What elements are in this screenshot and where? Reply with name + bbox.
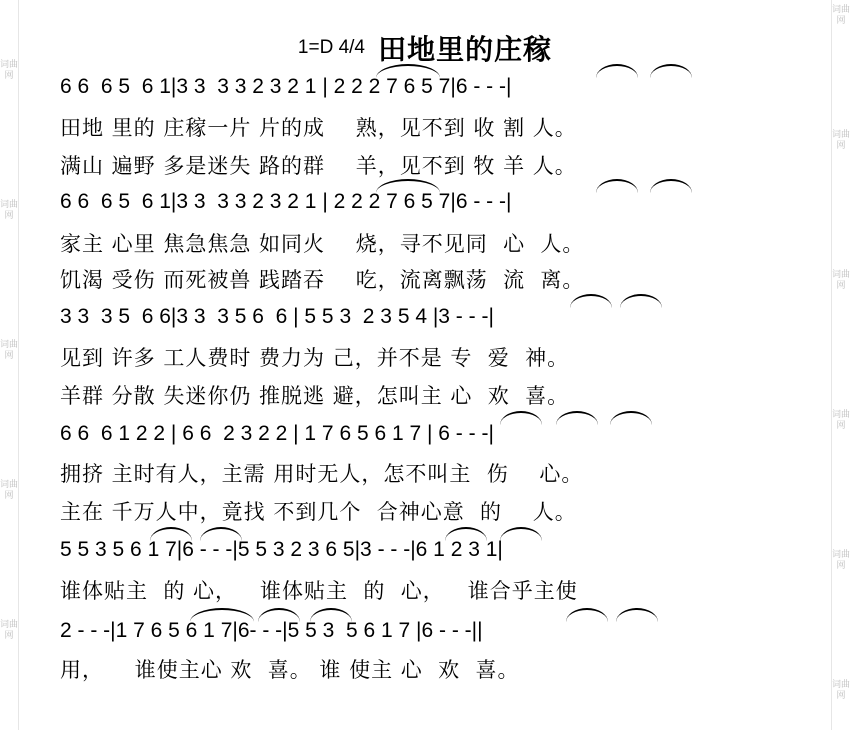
- slur-mark: [445, 527, 487, 541]
- slur-mark: [150, 527, 192, 541]
- song-title: 田地里的庄稼: [378, 33, 553, 66]
- slur-mark: [610, 411, 652, 425]
- notation-line: 6 6 6 1 2 2 | 6 6 2 3 2 2 | 1 7 6 5 6 1 7 | 6 - - -|: [60, 422, 494, 445]
- lyric-line: 见到 许多 工人费时 费力为 己，并不是 专 爱 神。: [60, 346, 570, 370]
- watermark-left-5: 词曲网: [0, 620, 19, 641]
- lyric-line: 田地 里的 庄稼一片 片的成 熟，见不到 收 割 人。: [60, 116, 577, 140]
- slur-mark: [566, 608, 608, 622]
- watermark-left-2: 词曲网: [0, 200, 19, 221]
- lyric-line: 主在 千万人中，竟找 不到几个 合神心意 的 人。: [60, 500, 577, 524]
- notation-line: 2 - - -|1 7 6 5 6 1 7|6- - -|5 5 3 5 6 1 7 |6 - - -||: [60, 619, 483, 642]
- notation-line: 5 5 3 5 6 1 7|6 - - -|5 5 3 2 3 6 5|3 - - -|6 1 2 3 1|: [60, 538, 503, 561]
- watermark-left-1: 词曲网: [0, 60, 19, 81]
- slur-mark: [190, 608, 254, 622]
- watermark-right-2: 词曲网: [832, 130, 850, 151]
- slur-mark: [620, 294, 662, 308]
- notation-line: 3 3 3 5 6 6|3 3 3 5 6 6 | 5 5 3 2 3 5 4 |3 - - -|: [60, 305, 494, 328]
- slur-mark: [556, 411, 598, 425]
- slur-mark: [310, 608, 352, 622]
- lyric-line: 家主 心里 焦急焦急 如同火 烧，寻不见同 心 人。: [60, 232, 585, 256]
- watermark-left-4: 词曲网: [0, 480, 19, 501]
- lyric-line: 谁体贴主 的 心， 谁体贴主 的 心， 谁合乎主使: [60, 579, 578, 603]
- lyric-line: 满山 遍野 多是迷失 路的群 羊，见不到 牧 羊 人。: [60, 154, 577, 178]
- slur-mark: [570, 294, 612, 308]
- slur-mark: [258, 608, 300, 622]
- watermark-right-5: 词曲网: [832, 550, 850, 571]
- right-border-strip: [831, 0, 850, 730]
- lyric-line: 拥挤 主时有人，主需 用时无人，怎不叫主 伤 心。: [60, 462, 584, 486]
- slur-mark: [200, 527, 242, 541]
- song-header: [0, 28, 850, 68]
- watermark-left-3: 词曲网: [0, 340, 19, 361]
- notation-line: 6 6 6 5 6 1|3 3 3 3 2 3 2 1 | 2 2 2 7 6 5 7|6 - - -|: [60, 190, 512, 213]
- watermark-right-1: 词曲网: [832, 5, 850, 26]
- lyric-line: 用， 谁使主心 欢 喜。 谁 使主 心 欢 喜。: [60, 658, 520, 682]
- watermark-right-4: 词曲网: [832, 410, 850, 431]
- slur-mark: [616, 608, 658, 622]
- watermark-right-6: 词曲网: [832, 680, 850, 701]
- notation-line: 6 6 6 5 6 1|3 3 3 3 2 3 2 1 | 2 2 2 7 6 5 7|6 - - -|: [60, 75, 512, 98]
- slur-mark: [500, 527, 542, 541]
- slur-mark: [500, 411, 542, 425]
- lyric-line: 饥渴 受伤 而死被兽 践踏吞 吃，流离飘荡 流 离。: [60, 268, 585, 292]
- lyric-line: 羊群 分散 失迷你仍 推脱逃 避，怎叫主 心 欢 喜。: [60, 384, 570, 408]
- watermark-right-3: 词曲网: [832, 270, 850, 291]
- key-time-signature: 1=D 4/4: [297, 37, 365, 58]
